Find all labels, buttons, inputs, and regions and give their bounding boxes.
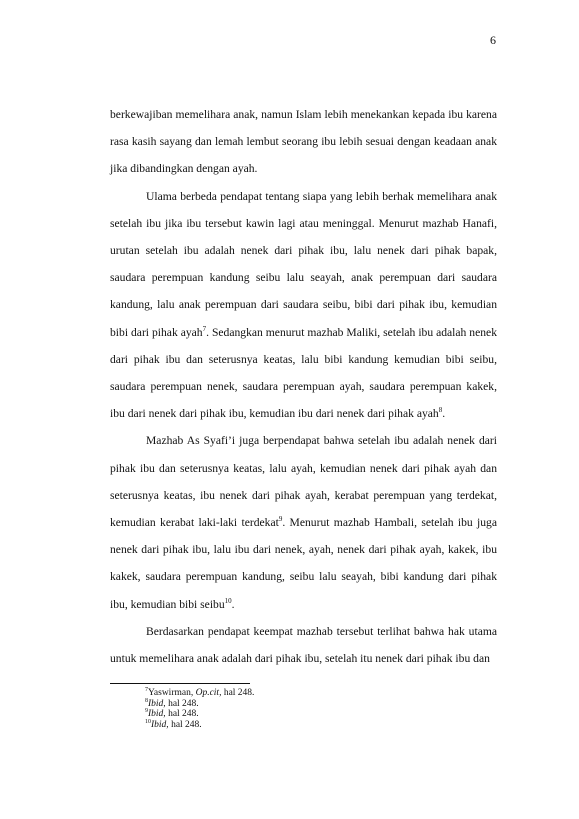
page-number: 6 — [490, 33, 496, 47]
footnote-citation-italic: Op.cit, — [195, 688, 222, 698]
footnote-text: hal 248. — [165, 698, 199, 709]
footnote-reference: 10 — [224, 596, 232, 605]
footnote — [145, 699, 254, 710]
paragraph — [110, 427, 497, 617]
footnotes — [145, 688, 254, 730]
paragraph-text: . — [231, 597, 235, 611]
paragraph-text: . — [442, 407, 446, 421]
paragraph-text: berkewajiban memelihara anak, namun Islam lebih menekankan kepada ibu karena rasa kasih sayang dan lemah lembut seorang ibu lebih sesuai dengan keadaan anak jika dibandingkan dengan ayah. — [110, 108, 497, 176]
footnote-number: 8 — [145, 697, 148, 704]
footnote-number: 10 — [145, 718, 151, 725]
footnote-text: hal 248. — [168, 719, 202, 730]
paragraph-text: . Menurut mazhab Hambali, setelah ibu juga nenek dari pihak ibu, lalu ibu dari nenek, ayah, nenek dari pihak ayah, kakek, ibu kakek, saudara perempuan kandung, seibu lalu seayah, bibi kandung dari pihak ibu, kemudian bibi seibu — [110, 516, 497, 611]
footnote-text: hal 248. — [165, 709, 199, 719]
footnote-citation-italic: Ibid, — [148, 698, 166, 709]
footnote-reference: 9 — [278, 515, 283, 524]
footnote-reference: 8 — [438, 406, 443, 415]
paragraph — [110, 101, 497, 183]
footnote-number: 9 — [145, 707, 148, 714]
footnote-number: 7 — [145, 686, 148, 693]
footnote-citation-italic: Ibid, — [148, 709, 166, 719]
paragraph-text: Mazhab As Syafi’i juga berpendapat bahwa setelah ibu adalah nenek dari pihak ibu dan seterusnya keatas, lalu ayah, kemudian nenek dari pihak ayah dan seterusnya keatas, ibu nenek dari pihak ayah, kerabat perempuan yang terdekat, kemudian kerabat laki-laki terdekat — [110, 434, 497, 530]
footnote-text: Yaswirman, — [148, 688, 196, 698]
paragraph-text: Ulama berbeda pendapat tentang siapa yang lebih berhak memelihara anak setelah ibu jika ibu tersebut kawin lagi atau meninggal. Menurut mazhab Hanafi, urutan setelah ibu adalah nenek dari pihak ibu, lalu nenek dari pihak bapak, saudara perempuan kandung seibu lalu seayah, anak perempuan dari saudara kandung, lalu anak perempuan dari saudara seibu, bibi dari pihak ibu, kemudian bibi dari pihak ayah — [110, 189, 497, 339]
paragraph-text: Berdasarkan pendapat keempat mazhab tersebut terlihat bahwa hak utama untuk memelihara anak adalah dari pihak ibu, setelah itu nenek dari pihak ibu dan — [110, 624, 497, 666]
footnote-text: hal 248. — [221, 688, 255, 698]
paragraph — [110, 183, 497, 428]
footnote — [145, 720, 254, 731]
paragraph-text: . Sedangkan menurut mazhab Maliki, setelah ibu adalah nenek dari pihak ibu dan seterusnya keatas, lalu bibi kandung kemudian bibi seibu, saudara perempuan nenek, saudara perempuan ayah, saudara perempuan kakek, ibu dari nenek dari pihak ibu, kemudian ibu dari nenek dari pihak ayah — [110, 325, 497, 421]
footnote-separator — [110, 683, 250, 684]
paragraph — [110, 618, 497, 672]
footnote — [145, 688, 254, 699]
footnote-reference: 7 — [202, 324, 207, 333]
footnote-citation-italic: Ibid, — [151, 719, 169, 730]
footnote — [145, 709, 254, 720]
body-text — [110, 101, 497, 672]
